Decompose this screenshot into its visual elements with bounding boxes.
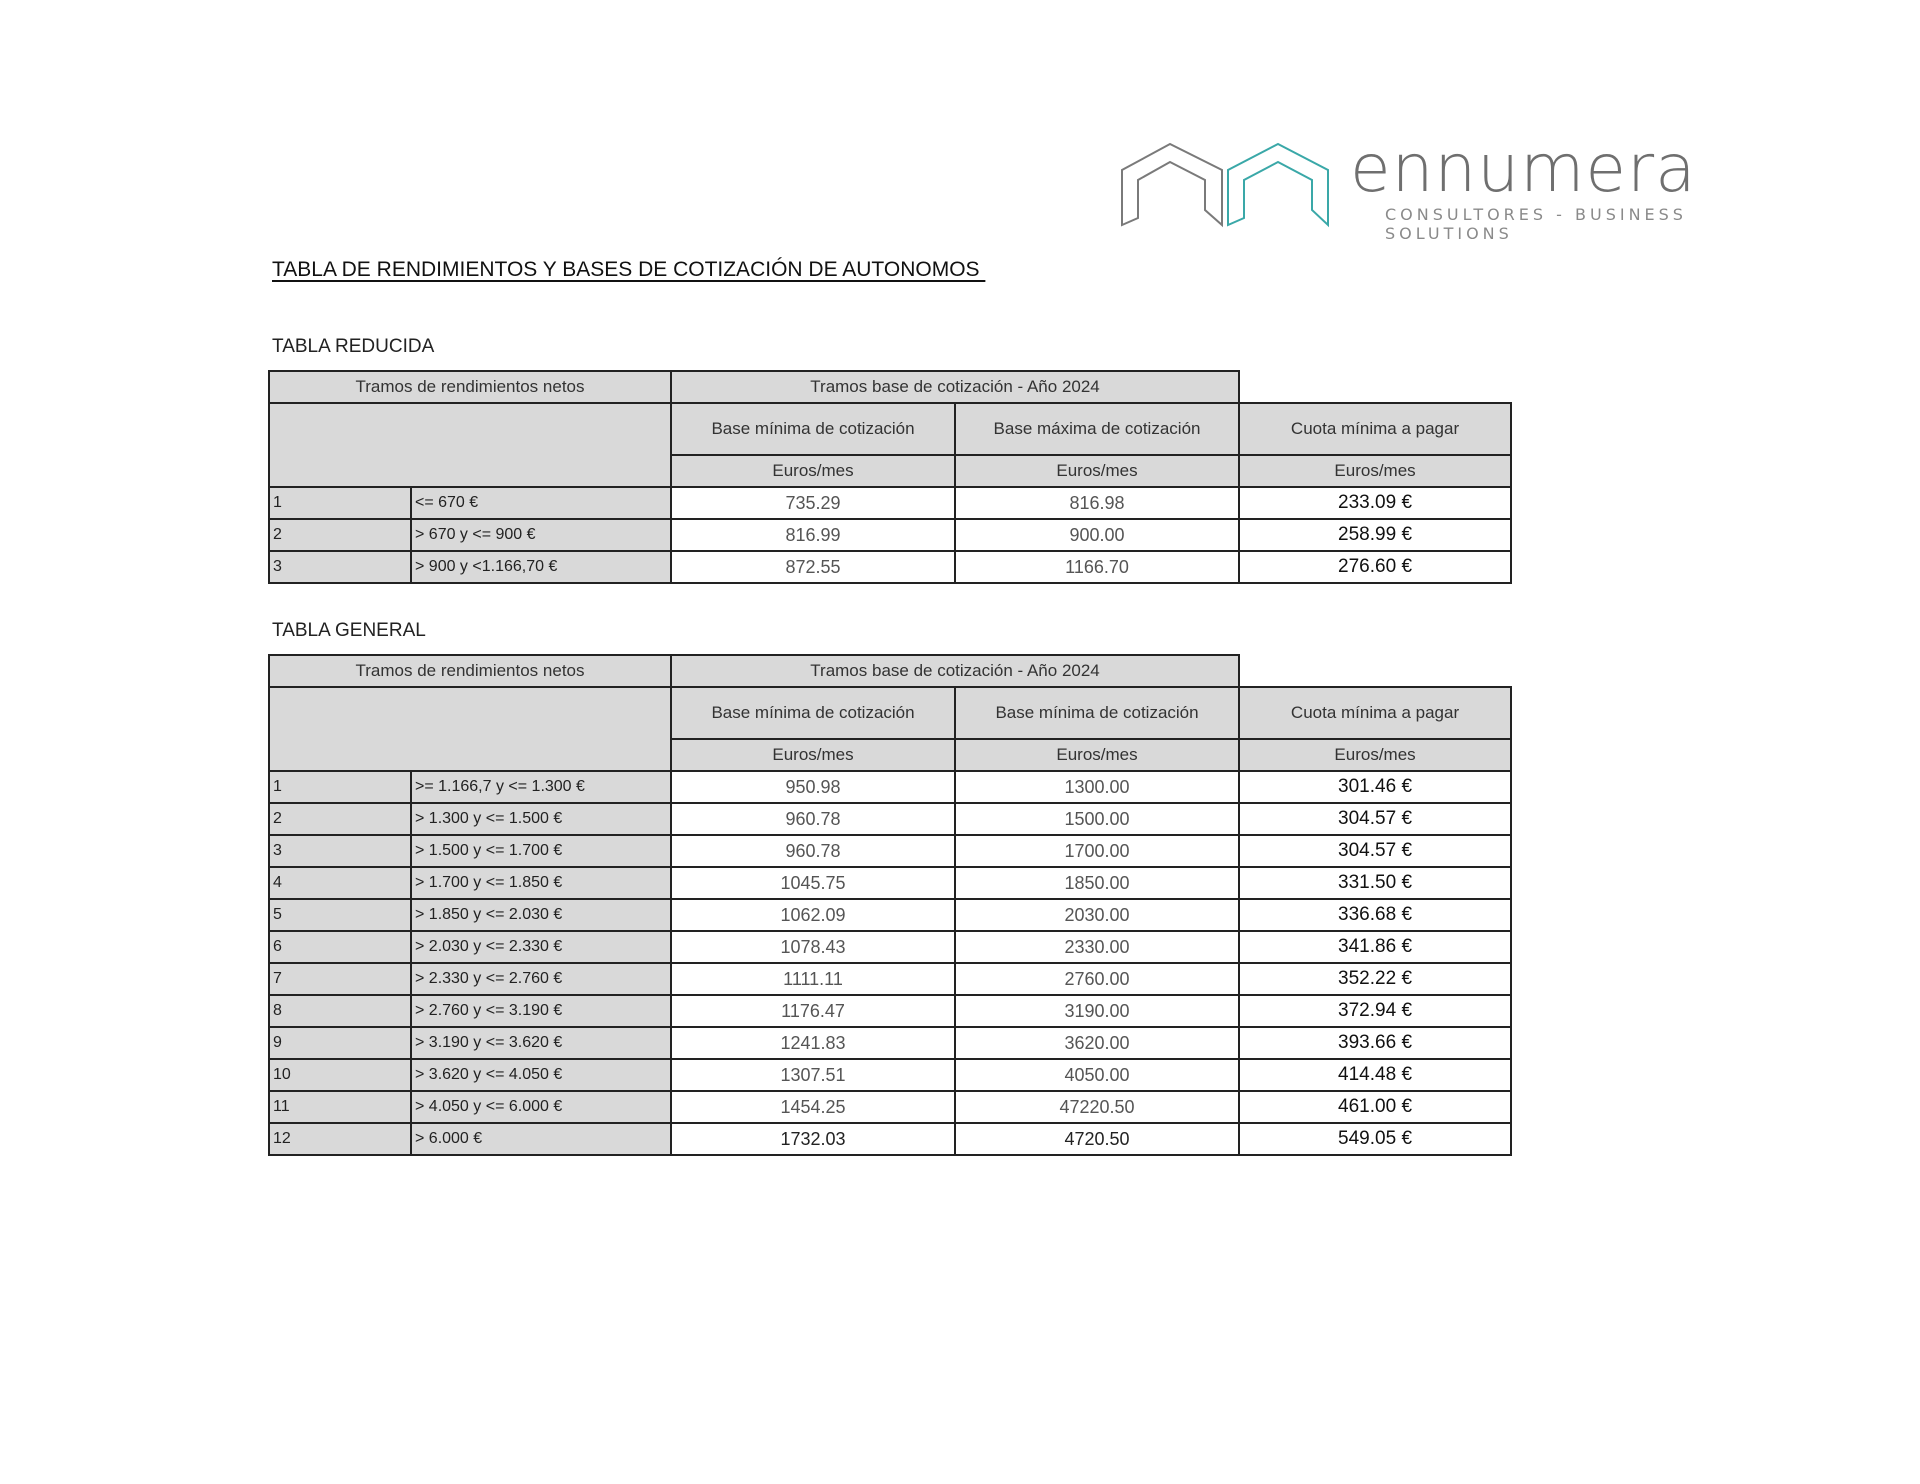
header-blank <box>269 403 671 487</box>
header-base-minima-2: Base mínima de cotización <box>955 687 1239 739</box>
table-row <box>269 519 1511 551</box>
row-cuota: 352.22 € <box>1239 963 1511 995</box>
row-base-minima: 1078.43 <box>671 931 955 963</box>
header-blank <box>269 687 671 771</box>
general-table <box>268 654 1512 1156</box>
logo-tagline: CONSULTORES - BUSINESS SOLUTIONS <box>1385 205 1687 243</box>
table-row <box>269 1027 1511 1059</box>
table-row <box>269 931 1511 963</box>
row-base-maxima: 47220.50 <box>955 1091 1239 1123</box>
header-base-minima: Base mínima de cotización <box>671 687 955 739</box>
row-base-minima: 1045.75 <box>671 867 955 899</box>
table-row <box>269 487 1511 519</box>
row-cuota: 233.09 € <box>1239 487 1511 519</box>
row-cuota: 461.00 € <box>1239 1091 1511 1123</box>
unit-base-minima: Euros/mes <box>671 739 955 771</box>
row-base-maxima: 1700.00 <box>955 835 1239 867</box>
table-row <box>269 771 1511 803</box>
row-base-maxima: 1166.70 <box>955 551 1239 583</box>
row-cuota: 336.68 € <box>1239 899 1511 931</box>
row-base-minima: 1176.47 <box>671 995 955 1027</box>
row-range: > 1.700 y <= 1.850 € <box>411 867 671 899</box>
header-base-maxima: Base máxima de cotización <box>955 403 1239 455</box>
row-cuota: 304.57 € <box>1239 835 1511 867</box>
unit-base-minima: Euros/mes <box>671 455 955 487</box>
table-row <box>269 867 1511 899</box>
page-title: TABLA DE RENDIMIENTOS Y BASES DE COTIZACIÓN DE AUTONOMOS <box>272 258 986 281</box>
header-cuota-minima: Cuota mínima a pagar <box>1239 403 1511 455</box>
table-row <box>269 1123 1511 1155</box>
row-base-maxima: 1300.00 <box>955 771 1239 803</box>
row-range: > 6.000 € <box>411 1123 671 1155</box>
row-base-minima: 872.55 <box>671 551 955 583</box>
row-base-minima: 1307.51 <box>671 1059 955 1091</box>
row-number: 1 <box>269 487 411 519</box>
row-range: > 2.030 y <= 2.330 € <box>411 931 671 963</box>
row-range: > 900 y <1.166,70 € <box>411 551 671 583</box>
row-base-maxima: 3620.00 <box>955 1027 1239 1059</box>
row-cuota: 276.60 € <box>1239 551 1511 583</box>
row-range: > 670 y <= 900 € <box>411 519 671 551</box>
row-base-maxima: 2760.00 <box>955 963 1239 995</box>
reduced-table <box>268 370 1512 584</box>
row-base-maxima: 816.98 <box>955 487 1239 519</box>
row-number: 5 <box>269 899 411 931</box>
row-base-minima: 1111.11 <box>671 963 955 995</box>
table-row <box>269 899 1511 931</box>
row-base-minima: 950.98 <box>671 771 955 803</box>
row-base-minima: 1454.25 <box>671 1091 955 1123</box>
unit-cuota: Euros/mes <box>1239 739 1511 771</box>
header-spacer <box>1239 655 1511 687</box>
row-number: 1 <box>269 771 411 803</box>
table-row <box>269 963 1511 995</box>
row-cuota: 393.66 € <box>1239 1027 1511 1059</box>
row-range: > 1.300 y <= 1.500 € <box>411 803 671 835</box>
unit-base-minima-2: Euros/mes <box>955 739 1239 771</box>
company-logo <box>1120 130 1720 243</box>
row-cuota: 549.05 € <box>1239 1123 1511 1155</box>
row-base-minima: 1732.03 <box>671 1123 955 1155</box>
row-range: > 3.620 y <= 4.050 € <box>411 1059 671 1091</box>
row-number: 3 <box>269 835 411 867</box>
row-number: 10 <box>269 1059 411 1091</box>
row-number: 6 <box>269 931 411 963</box>
row-base-minima: 1062.09 <box>671 899 955 931</box>
row-number: 12 <box>269 1123 411 1155</box>
table-row <box>269 835 1511 867</box>
houses-logo-icon <box>1120 140 1350 230</box>
row-number: 2 <box>269 519 411 551</box>
header-tramos-base: Tramos base de cotización - Año 2024 <box>671 655 1239 687</box>
row-cuota: 372.94 € <box>1239 995 1511 1027</box>
header-cuota-minima: Cuota mínima a pagar <box>1239 687 1511 739</box>
header-tramos-rendimientos: Tramos de rendimientos netos <box>269 371 671 403</box>
table-row <box>269 803 1511 835</box>
header-spacer <box>1239 371 1511 403</box>
row-cuota: 414.48 € <box>1239 1059 1511 1091</box>
header-tramos-base: Tramos base de cotización - Año 2024 <box>671 371 1239 403</box>
header-tramos-rendimientos: Tramos de rendimientos netos <box>269 655 671 687</box>
table-row <box>269 551 1511 583</box>
row-base-maxima: 2030.00 <box>955 899 1239 931</box>
row-base-minima: 816.99 <box>671 519 955 551</box>
row-cuota: 301.46 € <box>1239 771 1511 803</box>
reduced-table-title: TABLA REDUCIDA <box>272 336 435 357</box>
row-cuota: 258.99 € <box>1239 519 1511 551</box>
row-number: 3 <box>269 551 411 583</box>
row-cuota: 341.86 € <box>1239 931 1511 963</box>
row-range: > 2.760 y <= 3.190 € <box>411 995 671 1027</box>
row-base-maxima: 1850.00 <box>955 867 1239 899</box>
row-number: 2 <box>269 803 411 835</box>
row-cuota: 331.50 € <box>1239 867 1511 899</box>
row-range: > 3.190 y <= 3.620 € <box>411 1027 671 1059</box>
row-base-maxima: 2330.00 <box>955 931 1239 963</box>
row-cuota: 304.57 € <box>1239 803 1511 835</box>
unit-cuota: Euros/mes <box>1239 455 1511 487</box>
table-row <box>269 1091 1511 1123</box>
row-range: > 1.850 y <= 2.030 € <box>411 899 671 931</box>
row-base-minima: 1241.83 <box>671 1027 955 1059</box>
row-number: 11 <box>269 1091 411 1123</box>
table-row <box>269 995 1511 1027</box>
row-base-minima: 960.78 <box>671 803 955 835</box>
row-range: > 2.330 y <= 2.760 € <box>411 963 671 995</box>
row-base-maxima: 900.00 <box>955 519 1239 551</box>
row-base-maxima: 4050.00 <box>955 1059 1239 1091</box>
row-range: > 1.500 y <= 1.700 € <box>411 835 671 867</box>
row-range: <= 670 € <box>411 487 671 519</box>
row-number: 8 <box>269 995 411 1027</box>
logo-wordmark: ennumera <box>1350 130 1697 207</box>
row-number: 4 <box>269 867 411 899</box>
row-number: 9 <box>269 1027 411 1059</box>
row-base-maxima: 1500.00 <box>955 803 1239 835</box>
row-base-minima: 735.29 <box>671 487 955 519</box>
unit-base-maxima: Euros/mes <box>955 455 1239 487</box>
row-base-maxima: 3190.00 <box>955 995 1239 1027</box>
row-number: 7 <box>269 963 411 995</box>
header-base-minima: Base mínima de cotización <box>671 403 955 455</box>
general-table-title: TABLA GENERAL <box>272 620 426 641</box>
row-base-maxima: 4720.50 <box>955 1123 1239 1155</box>
row-base-minima: 960.78 <box>671 835 955 867</box>
row-range: > 4.050 y <= 6.000 € <box>411 1091 671 1123</box>
table-row <box>269 1059 1511 1091</box>
row-range: >= 1.166,7 y <= 1.300 € <box>411 771 671 803</box>
